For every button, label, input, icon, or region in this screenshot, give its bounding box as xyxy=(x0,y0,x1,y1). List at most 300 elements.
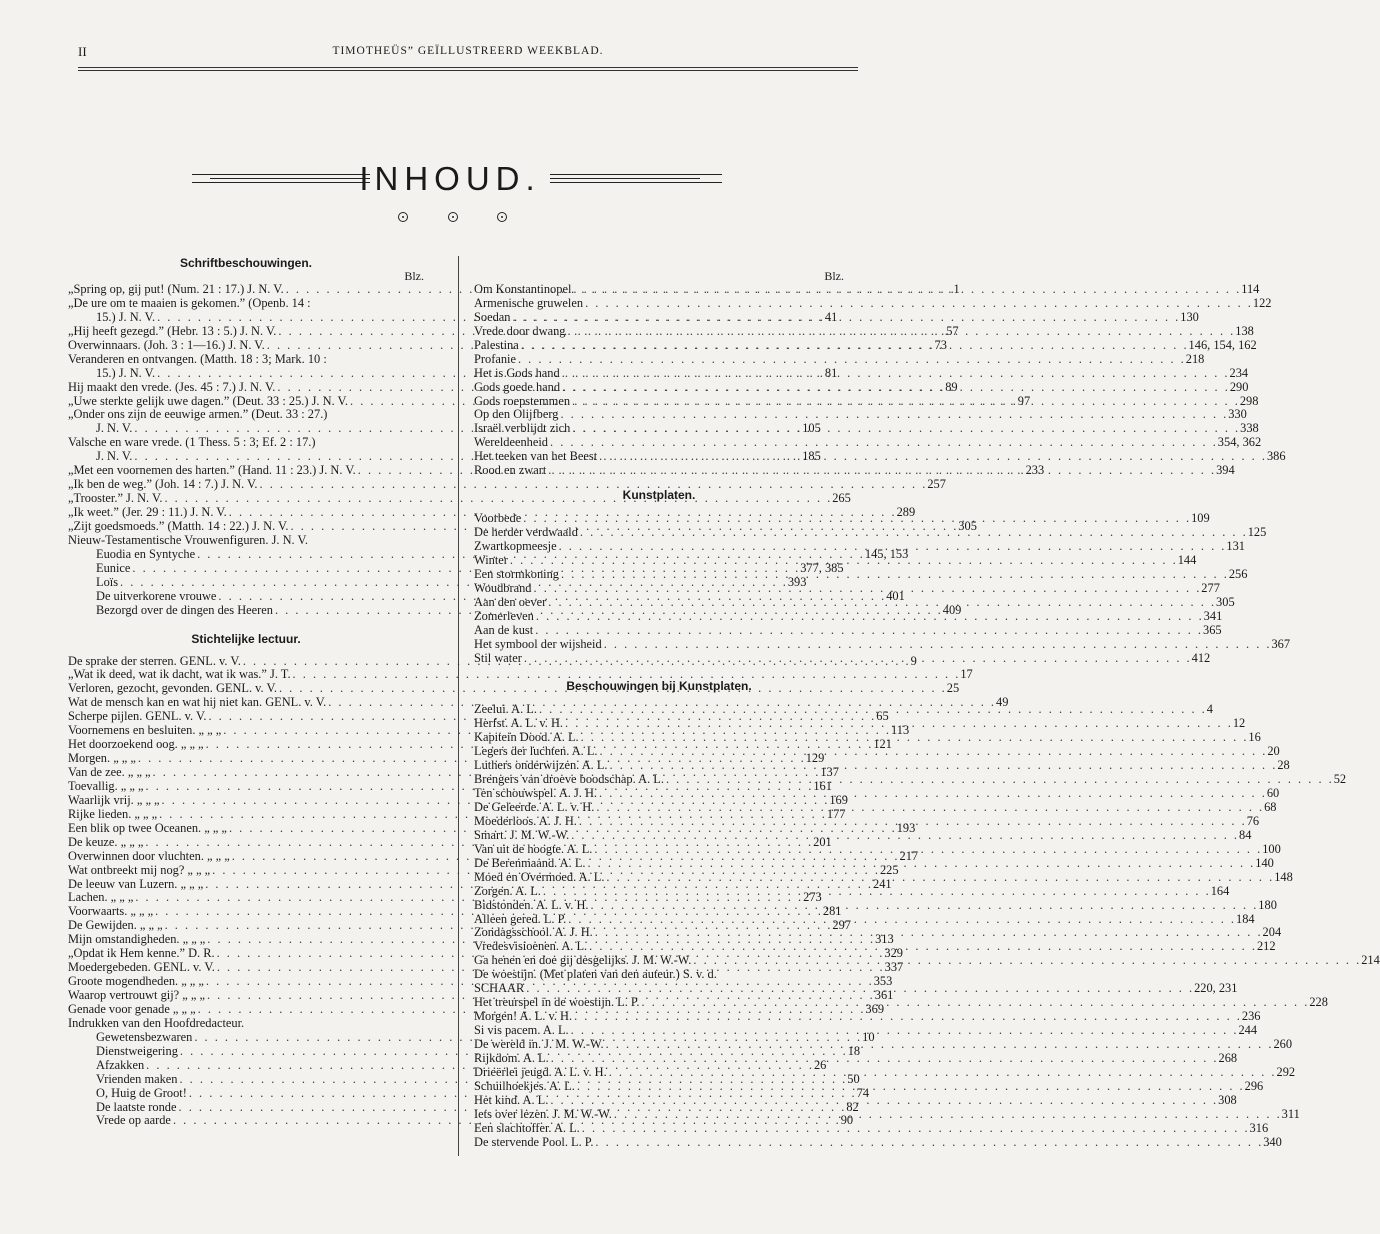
toc-entry xyxy=(474,295,1272,311)
running-head: TIMOTHEÜS” GEÏLLUSTREERD WEEKBLAD. xyxy=(332,45,604,57)
toc-entry-title: Voornemens en besluiten. „ „ „ xyxy=(68,723,222,738)
toc-entry-title: Smart. J. M. W.-W. xyxy=(474,827,570,842)
toc-entry-text: „De ure om te maaien is gekomen.” (Openb. 14 : xyxy=(68,295,311,310)
toc-page-number: 4 xyxy=(1206,702,1213,717)
leader-dots xyxy=(565,717,1231,731)
toc-entry-title: Vrede op aarde xyxy=(96,1113,171,1128)
toc-entry-title: Zorgen. A. L. xyxy=(474,883,541,898)
toc-entry-title: Wat de mensch kan en wat hij niet kan. GENL. v. V. xyxy=(68,695,327,710)
toc-entry-title: „Uwe sterkte gelijk uwe dagen.” (Deut. 33 : 25.) J. N. V. xyxy=(68,393,348,408)
toc-page-number: 260 xyxy=(1273,1036,1293,1051)
leader-dots xyxy=(606,1038,1272,1052)
toc-page-number: 341 xyxy=(1203,608,1223,623)
leader-dots xyxy=(562,381,1228,395)
toc-entry-title: Mijn omstandigheden. „ „ „ xyxy=(68,932,206,947)
toc-page-number: 148 xyxy=(1274,869,1293,884)
title-line-right-2 xyxy=(550,178,700,179)
leader-dots xyxy=(609,1066,1275,1080)
toc-entry-title: Armenische gruwelen xyxy=(474,295,584,310)
toc-entry-title: Een stormkoning xyxy=(474,566,560,581)
toc-page-number: 394 xyxy=(1216,463,1235,478)
toc-entry-title: Rijke lieden. „ „ „ xyxy=(68,806,158,821)
toc-entry-title: Het is Gods hand xyxy=(474,365,560,380)
toc-page-number: 265 xyxy=(832,491,851,506)
toc-entry-title: Toevallig. „ „ „ xyxy=(68,778,144,793)
toc-page-number: 369 xyxy=(865,1001,885,1016)
toc-entry xyxy=(474,449,1286,464)
leader-dots xyxy=(524,652,1190,666)
toc-page-number: 298 xyxy=(1239,393,1259,408)
ornament-dot xyxy=(448,212,458,222)
leader-dots xyxy=(539,703,1205,717)
toc-entry-title: De laatste ronde xyxy=(96,1099,177,1114)
toc-entry-title: Alleen gered. L. P. xyxy=(474,911,567,926)
toc-entry-title: Gewetensbezwaren xyxy=(96,1029,193,1044)
toc-page-number: 268 xyxy=(1218,1050,1238,1065)
page-header xyxy=(78,40,858,60)
toc-entry-title: Genade voor genade „ „ „ xyxy=(68,1001,196,1016)
toc-entry-title: Rood en zwart xyxy=(474,463,547,478)
toc-page-number: 316 xyxy=(1249,1120,1269,1135)
toc-page-number: 236 xyxy=(1241,1009,1261,1024)
toc-entry-title: Zwartkopmeesje xyxy=(474,539,557,553)
toc-entry-title: Schuilhoekjes. A. L. xyxy=(474,1078,575,1093)
toc-entry-title: Vredesvisioenen. A. L. xyxy=(474,939,588,954)
toc-entry xyxy=(68,477,946,492)
leader-dots xyxy=(551,1052,1217,1066)
toc-page-number: 233 xyxy=(1025,463,1045,478)
page-title: INHOUD. xyxy=(359,160,541,197)
leader-dots xyxy=(543,885,1209,899)
toc-page-number: 273 xyxy=(803,890,822,905)
toc-page-number: 10 xyxy=(862,1029,875,1044)
toc-entry xyxy=(474,407,1247,422)
toc-entry-title: J. N. V. xyxy=(96,421,133,436)
toc-page-number: 257 xyxy=(927,477,946,492)
toc-page-number: 184 xyxy=(1236,911,1255,926)
toc-entry-title: De keuze. „ „ „ xyxy=(68,834,144,849)
toc-entry-title: Wat ontbreekt mij nog? „ „ „ xyxy=(68,862,211,877)
toc-entry-title: Overwinnen door vluchten. „ „ „ xyxy=(68,848,230,863)
toc-page-number: 401 xyxy=(886,588,905,603)
toc-page-number: 256 xyxy=(1228,566,1248,581)
toc-entry xyxy=(474,1009,1261,1024)
toc-entry-title: „Trooster.” J. N. V. xyxy=(68,491,163,506)
toc-entry-title: Verloren, gezocht, gevonden. GENL. v. V. xyxy=(68,681,277,696)
toc-entry-title: Rijkdom. A. L. xyxy=(474,1050,549,1065)
toc-page-number: 52 xyxy=(1333,772,1347,787)
toc-page-number: 228 xyxy=(1309,995,1328,1010)
leader-dots xyxy=(599,787,1265,801)
toc-entry-text: De woestijn. (Met platen van den auteur.) S. v. d. xyxy=(474,967,717,982)
toc-entry-title: Aan de kust xyxy=(474,622,534,637)
toc-entry-title: Van de zee. „ „ „ xyxy=(68,765,151,779)
leader-dots xyxy=(574,1010,1240,1024)
toc-page-number: 353 xyxy=(873,974,893,989)
toc-entry-title: Het teeken van het Beest xyxy=(474,449,598,464)
toc-entry-title: Bezorgd over de dingen des Heeren xyxy=(96,602,273,617)
leader-dots xyxy=(589,940,1255,954)
leader-dots xyxy=(604,638,1270,652)
leader-dots xyxy=(594,843,1260,857)
toc-page-number: 386 xyxy=(1266,449,1286,464)
toc-page-number: 125 xyxy=(1247,525,1267,540)
leader-dots xyxy=(572,422,1238,436)
toc-page-number: 68 xyxy=(1264,800,1277,814)
leader-dots xyxy=(585,297,1251,311)
toc-page-number: 49 xyxy=(996,695,1009,710)
toc-page-number: 137 xyxy=(820,765,839,779)
leader-dots xyxy=(606,871,1272,885)
leader-dots xyxy=(561,568,1227,582)
toc-page-number: 50 xyxy=(847,1071,860,1086)
section-heading-kunstplaten: Kunstplaten. xyxy=(622,488,696,503)
toc-entry-title: De sprake der sterren. GENL. v. V. xyxy=(68,653,241,668)
toc-entry-title: „Met een voornemen des harten.” (Hand. 11 : 23.) J. N. V. xyxy=(68,463,356,478)
toc-entry-title: Gods roepstemmen xyxy=(474,393,571,408)
toc-entry-title: De stervende Pool. L. P. xyxy=(474,1134,594,1149)
toc-page-number: 212 xyxy=(1256,939,1276,954)
leader-dots xyxy=(562,367,1228,381)
toc-page-number: 84 xyxy=(1239,827,1252,842)
toc-entry-title: Stil water xyxy=(474,650,522,665)
toc-entry-title: „Opdat ik Hem kenne.” D. R. xyxy=(68,946,215,961)
leader-dots xyxy=(550,436,1216,450)
toc-entry-title: De Geleerde. A. L. v. H. xyxy=(474,800,595,814)
toc-page-number: 25 xyxy=(946,681,960,696)
leader-dots xyxy=(571,1024,1237,1038)
toc-entry-title: Morgen! A. L. v. H. xyxy=(474,1009,573,1024)
toc-page-number: 412 xyxy=(1191,650,1211,665)
toc-entry-title: J. N. V. xyxy=(96,449,133,464)
toc-entry-title: Van uit de hoogte. A. L. xyxy=(474,841,593,856)
toc-entry-title: Vrede door dwang xyxy=(474,323,566,338)
leader-dots xyxy=(666,773,1332,787)
toc-page-number: 60 xyxy=(1266,786,1280,801)
toc-entry-title: Woudbrand xyxy=(474,580,532,595)
toc-entry-title: Legers der luchten. A. L. xyxy=(474,744,598,759)
toc-entry-title: 15.) J. N. V. xyxy=(96,309,156,324)
toc-page-number: 241 xyxy=(873,876,892,891)
toc-page-number: 311 xyxy=(1281,1106,1300,1121)
toc-page-number: 121 xyxy=(873,737,892,752)
toc-page-number: 26 xyxy=(813,1057,827,1072)
leader-dots xyxy=(548,464,1214,478)
toc-entry-title: Dienstweigering xyxy=(96,1043,178,1058)
toc-page-number: 130 xyxy=(1180,309,1199,324)
toc-entry xyxy=(474,365,1249,381)
toc-entry-title: De wereld in. J. M. W.-W. xyxy=(474,1036,604,1051)
toc-entry xyxy=(474,282,1260,297)
toc-page-number: 393 xyxy=(787,574,807,589)
toc-page-number: 340 xyxy=(1263,1134,1282,1149)
toc-entry-title: „Hij heeft gezegd.” (Hebr. 13 : 5.) J. N. V. xyxy=(68,323,277,338)
toc-page-number: 74 xyxy=(856,1085,870,1100)
toc-page-number: 144 xyxy=(1177,552,1197,567)
toc-page-number: 89 xyxy=(945,379,958,394)
toc-entry-title: Luthers onderwijzen. A. L. xyxy=(474,758,608,773)
toc-entry-title: Het treurspel in de woestijn. L. P. xyxy=(474,995,640,1010)
toc-page-number: 9 xyxy=(910,653,917,668)
ornament-dot xyxy=(497,212,507,222)
toc-entry-text: „Onder ons zijn de eeuwige armen.” (Deut. 33 : 27.) xyxy=(68,407,328,422)
leader-dots xyxy=(548,596,1214,610)
leader-dots xyxy=(510,554,1176,568)
toc-entry xyxy=(474,309,1199,325)
toc-page-number: 305 xyxy=(1216,594,1235,609)
toc-entry-title: Aan den oever xyxy=(474,594,547,609)
toc-entry xyxy=(474,435,1262,450)
header-rule-2 xyxy=(78,70,858,71)
leader-dots xyxy=(579,815,1245,829)
toc-page-number: 365 xyxy=(1203,622,1222,637)
toc-entry-title: Loïs xyxy=(96,574,119,589)
toc-entry-title: Palestina xyxy=(474,337,519,352)
toc-entry-title: Euodia en Syntyche xyxy=(96,546,196,561)
leader-dots xyxy=(591,899,1257,913)
toc-page-number: 97 xyxy=(1017,393,1031,408)
toc-page-number: 220, 231 xyxy=(1194,981,1238,996)
toc-page-number: 177 xyxy=(826,806,846,821)
toc-page-number: 81 xyxy=(824,365,838,380)
toc-page-number: 367 xyxy=(1271,636,1291,651)
toc-page-number: 217 xyxy=(899,848,919,863)
blz-label: Blz. xyxy=(824,269,844,283)
toc-entry-title: Eunice xyxy=(96,560,131,575)
leader-dots xyxy=(534,582,1200,596)
toc-entry-text: Nieuw-Testamentische Vrouwenfiguren. J. N. V. xyxy=(68,532,308,547)
toc-entry-title: Brengers van droeve boodschap. A. L. xyxy=(474,772,664,787)
toc-entry-title: Op den Olijfberg xyxy=(474,407,559,422)
toc-entry-title: Lachen. „ „ „ xyxy=(68,890,134,905)
leader-dots xyxy=(568,913,1234,927)
toc-page-number: 329 xyxy=(884,946,903,961)
toc-entry-title: Israël verblijdt zich xyxy=(474,421,571,436)
leader-dots xyxy=(526,982,1192,996)
toc-page-number: 90 xyxy=(840,1113,854,1128)
toc-page-number: 41 xyxy=(824,309,838,324)
toc-entry-title: De leeuw van Luzern. „ „ „ xyxy=(68,876,204,891)
toc-entry-title: „Ik weet.” (Jer. 29 : 11.) J. N. V. xyxy=(68,505,227,519)
toc-entry-title: Wereldeenheid xyxy=(474,435,548,450)
toc-page-number: 296 xyxy=(1244,1078,1264,1093)
toc-page-number: 214 xyxy=(1361,953,1380,968)
toc-page-number: 313 xyxy=(875,932,894,947)
ornament-dot xyxy=(398,212,408,222)
toc-entry-title: Morgen. „ „ „ xyxy=(68,751,136,766)
leader-dots xyxy=(693,954,1359,968)
toc-entry-title: Voorbede xyxy=(474,511,522,526)
toc-entry-title: Om Konstantinopel xyxy=(474,282,572,296)
leader-dots xyxy=(595,1136,1261,1150)
toc-entry-text: Veranderen en ontvangen. (Matth. 18 : 3; Mark. 10 : xyxy=(68,351,327,366)
leader-dots xyxy=(600,745,1266,759)
toc-page-number: 218 xyxy=(1185,351,1205,366)
toc-entry-title: Bidstonden. A. L. v. H. xyxy=(474,897,589,912)
leader-dots xyxy=(559,540,1225,554)
leader-dots xyxy=(573,283,1239,297)
toc-entry-title: Ten schouwspel. A. J. H. xyxy=(474,786,598,801)
toc-page-number: 244 xyxy=(1238,1023,1258,1037)
toc-page-number: 308 xyxy=(1218,1092,1237,1107)
toc-page-number: 129 xyxy=(805,751,825,766)
toc-page-number: 17 xyxy=(960,667,973,682)
toc-entry-text: Indrukken van den Hoofdredacteur. xyxy=(68,1015,245,1030)
toc-page-number: 113 xyxy=(891,723,910,738)
toc-entry xyxy=(474,1134,1282,1150)
toc-entry-title: Kapitein Dood. A. L. xyxy=(474,730,579,745)
toc-page-number: 277 xyxy=(1201,580,1220,595)
leader-dots xyxy=(581,731,1247,745)
leader-dots xyxy=(610,759,1276,773)
toc-entry-title: Overwinnaars. (Joh. 3 : 1—16.) J. N. V. xyxy=(68,337,265,352)
leader-dots xyxy=(521,339,1187,353)
toc-page-number: 201 xyxy=(813,834,832,849)
toc-page-number: 18 xyxy=(847,1043,861,1058)
toc-entry-title: „Wat ik deed, wat ik dacht, wat ik was.” J. T. xyxy=(68,667,291,682)
leader-dots xyxy=(577,1080,1243,1094)
toc-entry-title: Winter xyxy=(474,552,508,567)
leader-dots xyxy=(595,926,1261,940)
toc-page-number: 122 xyxy=(1252,295,1272,310)
leader-dots xyxy=(614,1108,1280,1122)
section-heading-stichtelijke-lectuur: Stichtelijke lectuur. xyxy=(191,631,301,646)
toc-entry-title: Profanie xyxy=(474,351,516,366)
blz-label: Blz. xyxy=(404,269,424,283)
toc-entry-title: Voorwaarts. „ „ „ xyxy=(68,904,154,919)
toc-page-number: 16 xyxy=(1248,730,1261,745)
section-heading-schriftbeschouwingen: Schriftbeschouwingen. xyxy=(179,256,312,270)
toc-page-number: 82 xyxy=(846,1099,859,1114)
toc-entry-title: Het doorzoekend oog. „ „ „ xyxy=(68,737,204,752)
toc-page-number: 330 xyxy=(1228,407,1247,422)
leader-dots xyxy=(571,829,1237,843)
toc-entry-title: „Ik ben de weg.” (Joh. 14 : 7.) J. N. V. xyxy=(68,477,258,492)
toc-page-number: 65 xyxy=(876,709,889,724)
leader-dots xyxy=(518,353,1184,367)
page-number: II xyxy=(78,44,87,59)
toc-entry-title: Ga henen en doe gij desgelijks. J. M. W.-W. xyxy=(474,953,692,968)
toc-page-number: 164 xyxy=(1210,883,1230,898)
leader-dots xyxy=(599,450,1265,464)
toc-page-number: 185 xyxy=(802,449,821,464)
toc-entry-title: De Gewijden. „ „ „ xyxy=(68,918,163,933)
toc-entry xyxy=(474,421,1259,436)
toc-entry-title: Herfst. A. L. v. H. xyxy=(474,716,564,731)
toc-entry-text: Valsche en ware vrede. (1 Thess. 5 : 3; Ef. 2 : 17.) xyxy=(68,435,316,450)
toc-page-number: 138 xyxy=(1235,323,1254,338)
toc-page-number: 292 xyxy=(1276,1064,1296,1079)
toc-entry-title: Zomerleven xyxy=(474,608,534,623)
toc-page-number: 289 xyxy=(896,505,916,519)
toc-entry-title: Het symbool der wijsheid xyxy=(474,636,602,651)
toc-page-number: 109 xyxy=(1191,511,1210,526)
toc-page-number: 169 xyxy=(829,792,848,807)
leader-dots xyxy=(580,526,1246,540)
toc-page-number: 145, 153 xyxy=(864,546,909,561)
toc-page-number: 361 xyxy=(874,988,894,1002)
toc-entry-title: Moedergebeden. GENL. v. V. xyxy=(68,960,215,975)
title-line-right-3 xyxy=(550,182,722,183)
toc-page-number: 204 xyxy=(1262,925,1282,940)
section-heading-beschouwingen: Beschouwingen bij Kunstplaten. xyxy=(566,679,752,694)
toc-entry-title: Scherpe pijlen. GENL. v. V. xyxy=(68,709,207,724)
leader-dots xyxy=(536,610,1202,624)
toc-entry-title: „Zijt goedsmoeds.” (Matth. 14 : 22.) J. N. V. xyxy=(68,518,289,533)
toc-entry-title: De Berenmaand. A. L. xyxy=(474,855,586,870)
toc-page-number: 114 xyxy=(1241,282,1260,296)
toc-entry-title: Waarop vertrouwt gij? „ „ „ xyxy=(68,988,205,1002)
leader-dots xyxy=(567,325,1233,339)
toc-page-number: 146, 154, 162 xyxy=(1188,337,1257,352)
toc-entry-title: Een slachtoffer. A. L. xyxy=(474,1120,580,1135)
toc-page-number: 290 xyxy=(1229,379,1249,394)
toc-entry-title: „Spring op, gij put! (Num. 21 : 17.) J. N. V. xyxy=(68,282,284,296)
toc-entry-title: De uitverkorene vrouwe xyxy=(96,588,217,603)
toc-page-number: 193 xyxy=(896,820,916,835)
toc-entry-title: Iets over lezen. J. M. W.-W. xyxy=(474,1106,612,1121)
toc-entry-title: 15.) J. N. V. xyxy=(96,365,156,380)
toc-entry-title: Moed en Overmoed. A. L. xyxy=(474,869,605,884)
toc-page-number: 105 xyxy=(802,421,821,436)
toc-entry-title: Moederloos. A. J. H. xyxy=(474,813,577,828)
toc-entry-title: Gods goede hand xyxy=(474,379,561,394)
toc-page-number: 12 xyxy=(1232,716,1246,731)
leader-dots xyxy=(582,1122,1248,1136)
toc-entry-title: De herder verdwaald xyxy=(474,525,578,540)
toc-entry-title: Waarlijk vrij. „ „ „ xyxy=(68,792,160,807)
header-rule xyxy=(78,67,858,68)
toc-page-number: 234 xyxy=(1229,365,1249,380)
toc-entry-title: Een blik op twee Oceanen. „ „ „ xyxy=(68,820,227,835)
leader-dots xyxy=(596,801,1262,815)
toc-page-number: 161 xyxy=(813,778,832,793)
toc-entry-title: SCHAAR xyxy=(474,981,525,996)
toc-page-number: 131 xyxy=(1226,539,1245,553)
toc-page-number: 338 xyxy=(1240,421,1259,436)
toc-page-number: 1 xyxy=(953,282,960,296)
title-block xyxy=(0,158,900,208)
toc-page-number: 281 xyxy=(822,904,842,919)
toc-page-number: 140 xyxy=(1255,855,1274,870)
toc-page-number: 297 xyxy=(832,918,851,933)
toc-entry xyxy=(474,622,1222,638)
toc-entry-title: Zeelui. A. L. xyxy=(474,702,537,717)
toc-entry-title: Drieërlei jeugd. A. L. v. H. xyxy=(474,1064,607,1079)
toc-page-number: 73 xyxy=(934,337,947,352)
toc-page-number: 180 xyxy=(1258,897,1277,912)
toc-entry xyxy=(474,636,1291,652)
title-line-right-1 xyxy=(550,174,722,175)
toc-entry-title: Hij maakt den vrede. (Jes. 45 : 7.) J. N. V. xyxy=(68,379,276,394)
toc-page-number: 100 xyxy=(1262,841,1281,856)
leader-dots xyxy=(587,857,1253,871)
toc-entry-title: Soedan xyxy=(474,309,511,324)
leader-dots xyxy=(642,996,1308,1010)
toc-entry xyxy=(474,650,1211,666)
toc-entry-title: Groote mogendheden. „ „ „ xyxy=(68,974,204,989)
leader-dots xyxy=(550,1094,1216,1108)
toc-entry-title: Zondagsschool. A. J. H. xyxy=(474,925,593,940)
toc-entry-title: Si vis pacem. A. L. xyxy=(474,1023,569,1037)
leader-dots xyxy=(523,512,1189,526)
leader-dots xyxy=(560,408,1226,422)
toc-entry-title: Het kind. A. L. xyxy=(474,1092,549,1107)
toc-entry-title: Vrienden maken xyxy=(96,1071,178,1086)
toc-entry-title: Afzakken xyxy=(96,1057,145,1072)
toc-entry-title: O, Huig de Groot! xyxy=(96,1085,187,1100)
leader-dots xyxy=(512,311,1178,325)
